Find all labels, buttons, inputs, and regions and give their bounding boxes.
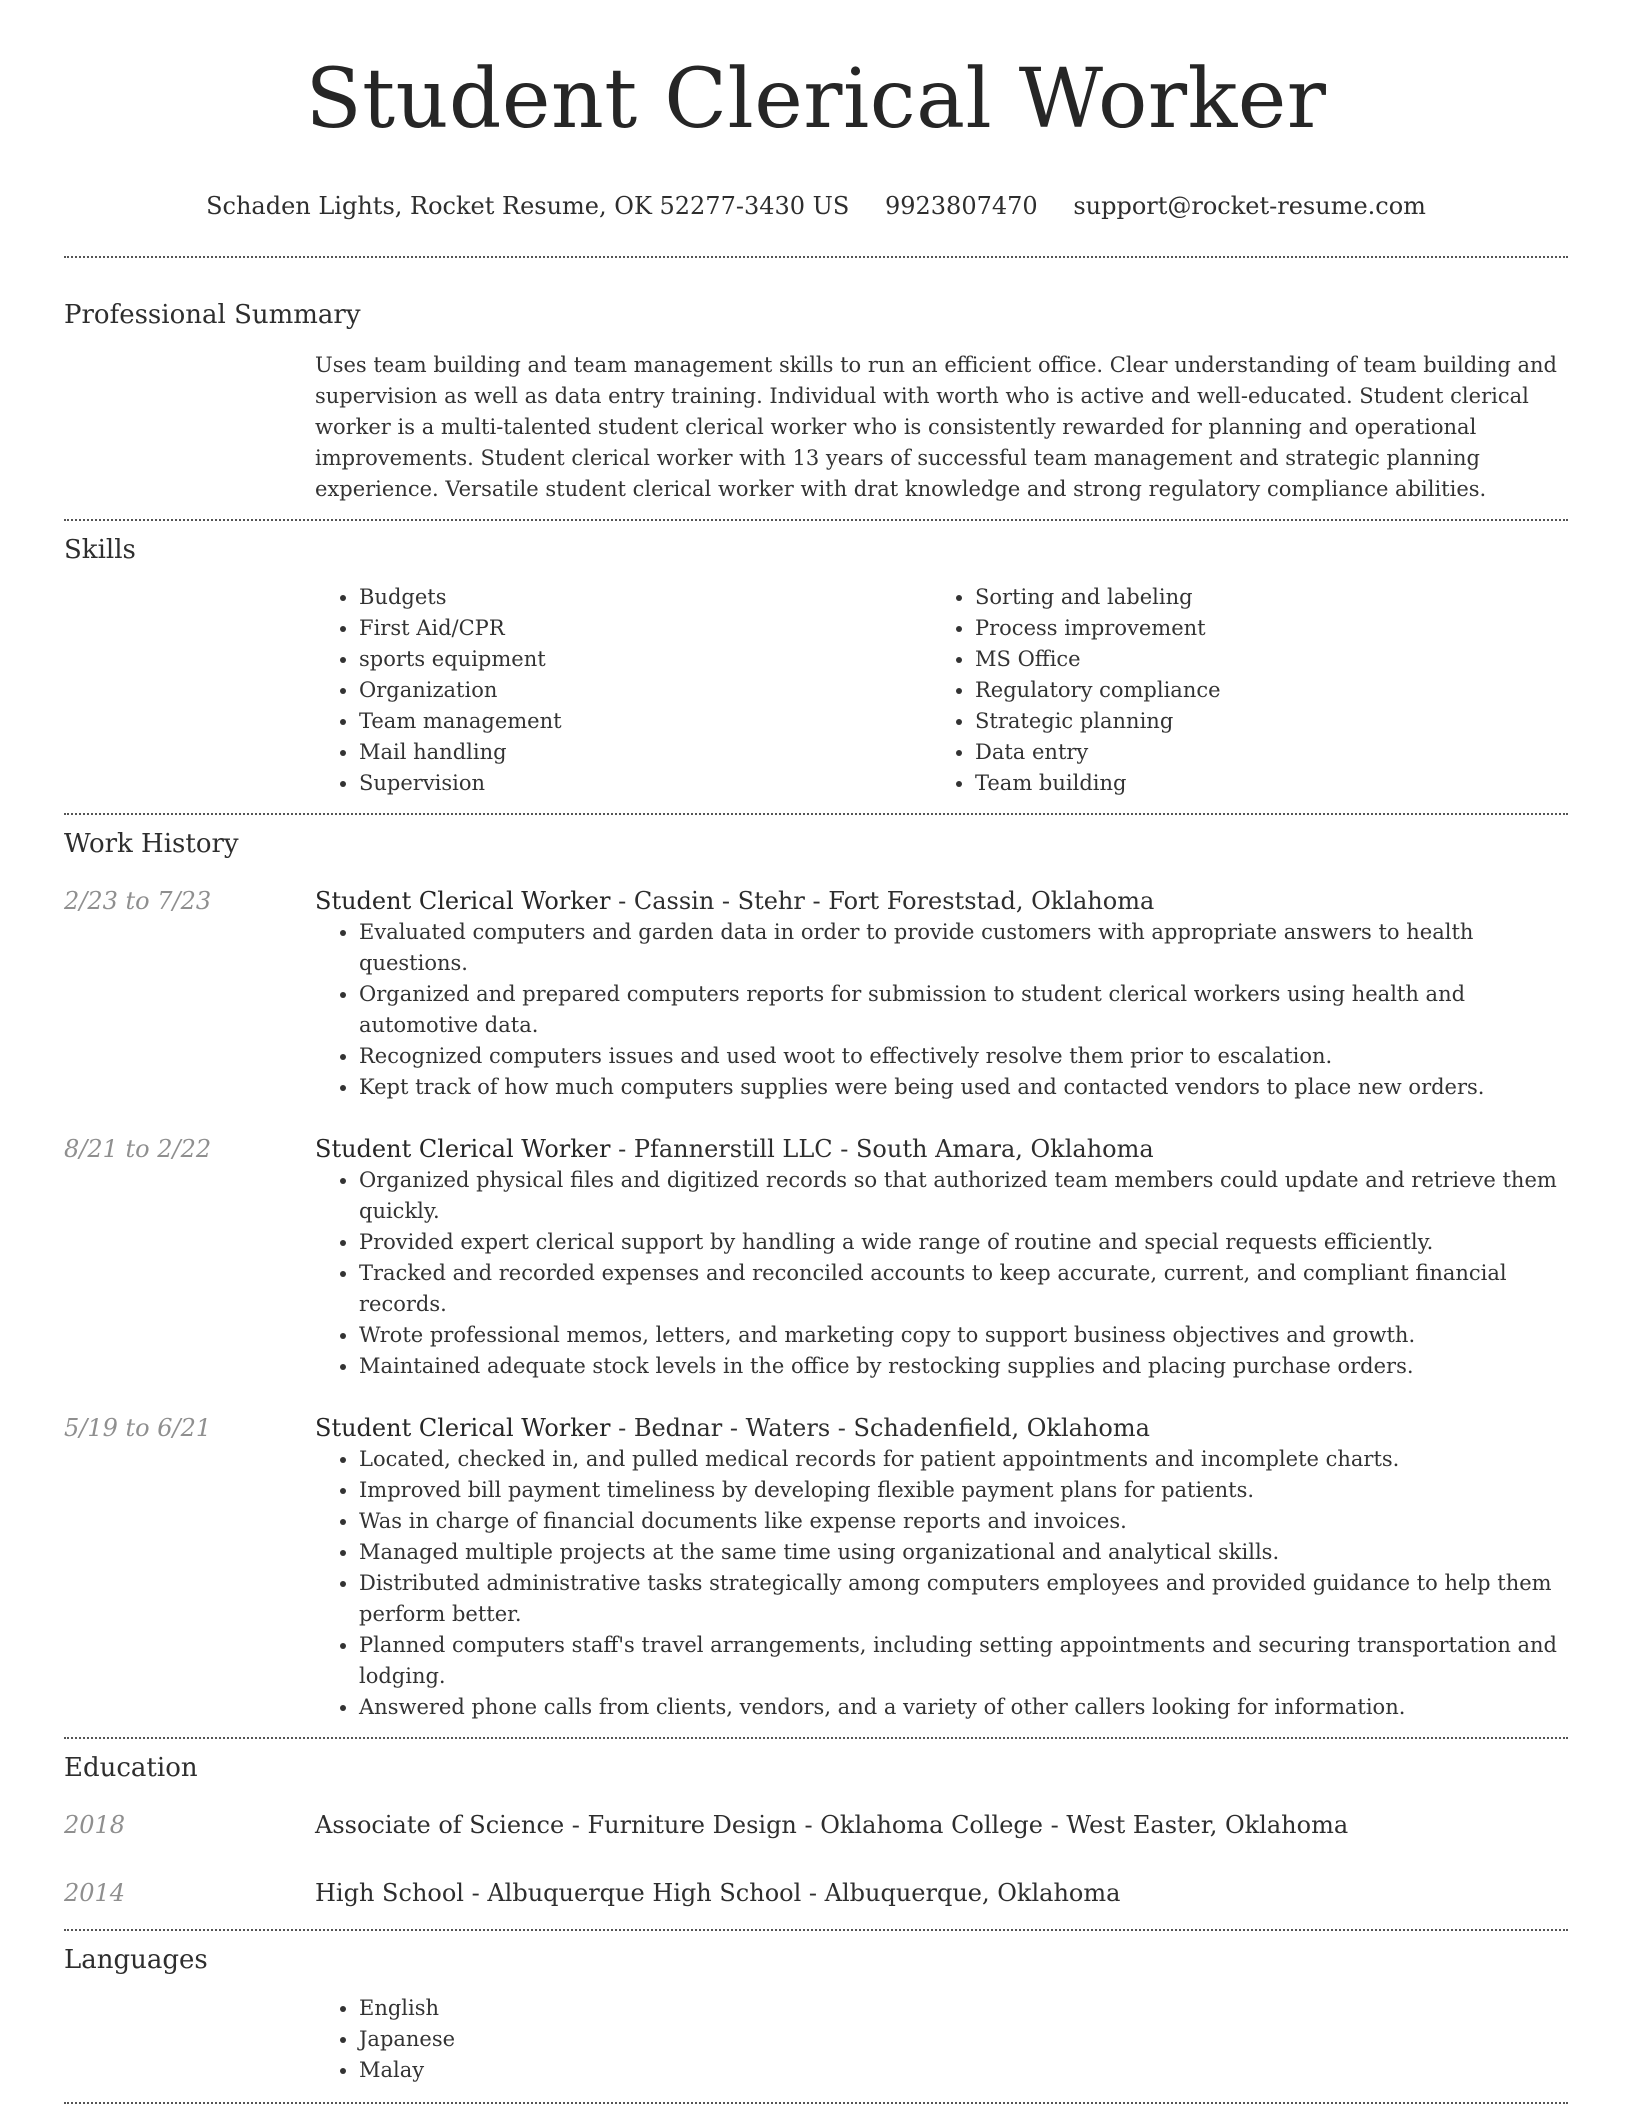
job-heading: [315, 885, 1568, 917]
skills-list-right: [931, 582, 1547, 799]
skill-item: • Regulatory compliance: [975, 675, 1547, 706]
job-bullet: • Evaluated computers and garden data in order to provide customers with appropriate answers to health questions.: [359, 917, 1568, 979]
skill-item: • First Aid/CPR: [359, 613, 931, 644]
job-heading: [315, 1133, 1568, 1165]
job-bullet: • Organized physical files and digitized records so that authorized team members could update and retrieve them quickly.: [359, 1165, 1568, 1227]
job-body: [315, 1412, 1568, 1723]
job-role: Student Clerical Worker: [315, 887, 611, 915]
skill-item: • Supervision: [359, 768, 931, 799]
section-title-education: Education: [64, 1753, 198, 1783]
job-bullets: [315, 917, 1568, 1103]
education-details: - Albuquerque High School - Albuquerque, Oklahoma: [463, 1879, 1121, 1907]
contact-email[interactable]: support@rocket-resume.com: [1073, 192, 1426, 220]
skill-item: • Strategic planning: [975, 706, 1547, 737]
contact-address: Schaden Lights, Rocket Resume, OK 52277-3430 US: [206, 192, 850, 220]
section-title-skills: Skills: [64, 535, 136, 565]
skills-column-left: [315, 582, 931, 799]
job-dates: 5/19 to 6/21: [64, 1414, 212, 1442]
job-bullet: • Managed multiple projects at the same time using organizational and analytical skills.: [359, 1537, 1568, 1568]
job-bullet: • Maintained adequate stock levels in the office by restocking supplies and placing purchase orders.: [359, 1351, 1568, 1382]
skill-item: • Process improvement: [975, 613, 1547, 644]
education-section: [64, 1739, 1568, 1909]
job-bullet: • Located, checked in, and pulled medical records for patient appointments and incomplete charts.: [359, 1444, 1568, 1475]
job-bullet: • Answered phone calls from clients, vendors, and a variety of other callers looking for information.: [359, 1692, 1568, 1723]
education-degree: Associate of Science - Furniture Design: [315, 1811, 797, 1839]
skills-list-left: [315, 582, 931, 799]
job-bullet: • Distributed administrative tasks strategically among computers employees and provided guidance to help them perform better.: [359, 1568, 1568, 1630]
job-details: - Cassin - Stehr - Fort Foreststad, Oklahoma: [610, 887, 1155, 915]
job-bullet: • Provided expert clerical support by handling a wide range of routine and special requests efficiently.: [359, 1227, 1568, 1258]
job-bullet: • Recognized computers issues and used woot to effectively resolve them prior to escalation.: [359, 1041, 1568, 1072]
work-section: [64, 815, 1568, 1723]
job-bullet: • Planned computers staff's travel arrangements, including setting appointments and securing transportation and lodging.: [359, 1630, 1568, 1692]
job-entry: [64, 1412, 1568, 1723]
skill-item: • Data entry: [975, 737, 1547, 768]
skill-item: • Team building: [975, 768, 1547, 799]
job-entry: [64, 885, 1568, 1103]
education-year: 2014: [64, 1879, 126, 1907]
resume-name: Student Clerical Worker: [305, 52, 1327, 147]
contact-line: [64, 190, 1568, 222]
skill-item: • Team management: [359, 706, 931, 737]
education-heading: [315, 1877, 1568, 1909]
job-bullet: • Improved bill payment timeliness by developing flexible payment plans for patients.: [359, 1475, 1568, 1506]
section-title-summary: Professional Summary: [64, 300, 361, 330]
job-bullet: • Was in charge of financial documents like expense reports and invoices.: [359, 1506, 1568, 1537]
skills-column-right: [931, 582, 1547, 799]
job-bullet: • Wrote professional memos, letters, and marketing copy to support business objectives and growth.: [359, 1320, 1568, 1351]
skill-item: • Sorting and labeling: [975, 582, 1547, 613]
job-dates: 8/21 to 2/22: [64, 1135, 212, 1163]
job-dates: 2/23 to 7/23: [64, 887, 212, 915]
job-entry: [64, 1133, 1568, 1382]
languages-list: [315, 1993, 1568, 2086]
job-role: Student Clerical Worker: [315, 1414, 611, 1442]
job-body: [315, 885, 1568, 1103]
language-item: • English: [359, 1993, 1568, 2024]
job-bullet: • Organized and prepared computers reports for submission to student clerical workers using health and automotive data.: [359, 979, 1568, 1041]
summary-section: [64, 258, 1568, 505]
job-body: [315, 1133, 1568, 1382]
skills-section: [64, 521, 1568, 799]
education-degree: High School: [315, 1879, 464, 1907]
section-title-work: Work History: [64, 829, 239, 859]
skill-item: • Budgets: [359, 582, 931, 613]
job-bullet: • Kept track of how much computers supplies were being used and contacted vendors to place new orders.: [359, 1072, 1568, 1103]
job-bullets: [315, 1444, 1568, 1723]
job-role: Student Clerical Worker: [315, 1135, 611, 1163]
education-year: 2018: [64, 1811, 126, 1839]
skill-item: • sports equipment: [359, 644, 931, 675]
summary-text: Uses team building and team management skills to run an efficient office. Clear understanding of team building and supervision as well as data entry training. Individual with worth who is active and well-educated. Student clerical worker is a multi-talented student clerical worker who is consistently rewarded for planning and operational improvements. Student clerical worker with 13 years of successful team management and strategic planning experience. Versatile student clerical worker with drat knowledge and strong regulatory compliance abilities.: [315, 353, 1557, 501]
language-item: • Japanese: [359, 2024, 1568, 2055]
contact-phone: 9923807470: [884, 192, 1038, 220]
education-entry: [64, 1877, 1568, 1909]
languages-section: [64, 1931, 1568, 2086]
skills-grid: [315, 582, 1568, 799]
job-details: - Bednar - Waters - Schadenfield, Oklahoma: [610, 1414, 1150, 1442]
education-heading: [315, 1809, 1568, 1841]
job-bullet: • Tracked and recorded expenses and reconciled accounts to keep accurate, current, and compliant financial records.: [359, 1258, 1568, 1320]
skill-item: • Mail handling: [359, 737, 931, 768]
education-entry: [64, 1809, 1568, 1841]
education-details: - Oklahoma College - West Easter, Oklahoma: [796, 1811, 1349, 1839]
job-details: - Pfannerstill LLC - South Amara, Oklahoma: [610, 1135, 1154, 1163]
job-bullets: [315, 1165, 1568, 1382]
job-heading: [315, 1412, 1568, 1444]
section-divider: [64, 2102, 1568, 2104]
skill-item: • MS Office: [975, 644, 1547, 675]
language-item: • Malay: [359, 2055, 1568, 2086]
section-title-languages: Languages: [64, 1945, 208, 1975]
skill-item: • Organization: [359, 675, 931, 706]
